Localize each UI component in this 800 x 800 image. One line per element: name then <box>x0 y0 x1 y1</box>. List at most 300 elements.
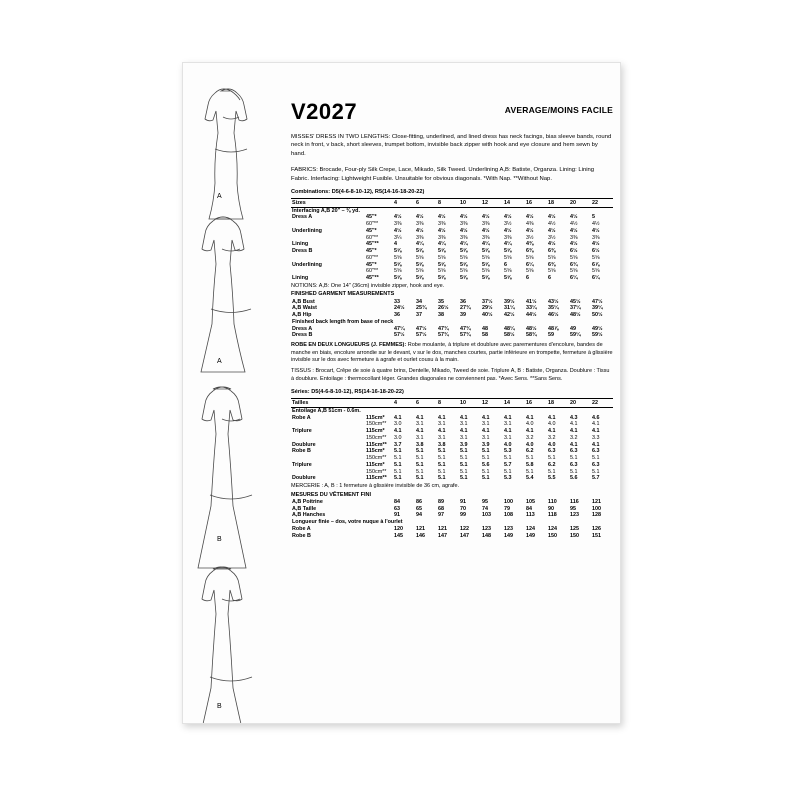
cell: 59¼ <box>570 332 581 339</box>
cell: 5.1 <box>482 475 490 482</box>
cell: 40½ <box>482 312 493 319</box>
fabrics-text: FABRICS: Brocade, Four-ply Silk Crepe, Lace, Mikado, Silk Tweed. Underlining A,B: Batiste, Organza. Lining: Lining Fabric. Interfacing: Lightweight Fusible. Unsuitable for obvious diagonals. *With Nap. **Without Nap. <box>291 167 595 182</box>
cell: 3.3 <box>592 434 600 441</box>
cell: 6 <box>504 261 507 268</box>
cell: 47½ <box>416 325 427 332</box>
cell: 94 <box>416 512 422 519</box>
cell: 4.1 <box>526 428 534 435</box>
cell: 3⅜ <box>438 221 446 228</box>
size-5: 14 <box>504 199 510 206</box>
cell: 4.1 <box>394 428 402 435</box>
cell: 58 <box>482 332 488 339</box>
illustration-label-a1: A <box>217 193 222 200</box>
cell: 150 <box>548 532 557 539</box>
row-width: 45"* <box>366 248 377 255</box>
cell: 4 <box>394 241 397 248</box>
cell: 5.1 <box>394 455 402 462</box>
cell: 5.1 <box>482 468 490 475</box>
cell: 5⅝ <box>394 275 402 282</box>
row-width: 45"** <box>366 241 379 248</box>
cell: 123 <box>482 525 491 532</box>
table-row <box>291 248 613 255</box>
row-width: 150cm** <box>366 455 387 462</box>
row-width <box>365 332 393 339</box>
size-2: 8 <box>438 199 441 206</box>
table-row <box>291 241 613 248</box>
table-row <box>291 421 613 428</box>
cell: 3⅜ <box>394 221 402 228</box>
cell: 5⅝ <box>394 268 402 275</box>
table-row <box>291 255 613 262</box>
cell: 5⅝ <box>438 254 446 261</box>
row-label <box>291 268 365 275</box>
row-width: 150cm** <box>366 468 387 475</box>
illustration-column <box>183 63 303 723</box>
cell: 105 <box>526 498 535 505</box>
cell: 3⅜ <box>592 234 600 241</box>
notions-text: NOTIONS: A,B: One 14" (36cm) invisible zipper, hook and eye. <box>291 282 445 289</box>
cell: 126 <box>592 525 601 532</box>
cell: 4½ <box>416 227 424 234</box>
row-width: 45"* <box>366 227 377 234</box>
cell: 37½ <box>482 298 493 305</box>
cell: 4.1 <box>460 428 468 435</box>
row-width <box>365 312 393 319</box>
illustration-label-b1: B <box>217 536 222 543</box>
cell: 4½ <box>460 214 468 221</box>
table-row <box>291 499 613 506</box>
cell: 6¾ <box>570 261 578 268</box>
cell: 4½ <box>504 214 512 221</box>
cell: 123 <box>570 512 579 519</box>
row-label <box>291 221 365 228</box>
cell: 5⅝ <box>460 248 468 255</box>
cell: 145 <box>394 532 403 539</box>
cell: 48½ <box>526 325 537 332</box>
cell: 121 <box>592 498 601 505</box>
row-width <box>365 305 393 312</box>
cell: 6⅜ <box>548 248 556 255</box>
table-row-tailles <box>291 400 613 407</box>
row-width: 60"** <box>366 268 379 275</box>
longueur-label: Longueur finie – dos, votre nuque à l'ourlet <box>292 519 403 526</box>
cell: 47¾ <box>438 325 449 332</box>
cell: 79 <box>504 505 510 512</box>
cell: 3⅜ <box>416 234 424 241</box>
row-label: Robe B <box>292 448 311 455</box>
fabric-rows-body <box>291 214 613 282</box>
cell: 5.6 <box>482 461 490 468</box>
cell: 5⅝ <box>592 254 600 261</box>
description-text: MISSES' DRESS IN TWO LENGTHS: Close-fitting, underlined, and lined dress has neck facings, bias sleeve bands, round neck in front, v back, short sleeves, trumpet bottom, invisible back zipper with hook and eye closure and hem sewn by hand. <box>291 134 612 157</box>
table-row <box>291 455 613 462</box>
cell: 5⅝ <box>394 248 402 255</box>
french-title: ROBE EN DEUX LONGUEURS (J. FEMMES): <box>291 342 407 349</box>
cell: 3⅜ <box>482 221 490 228</box>
cell: 57½ <box>416 332 427 339</box>
cell: 3.0 <box>394 434 402 441</box>
row-width: 115cm** <box>366 475 387 482</box>
cell: 5.1 <box>460 448 468 455</box>
cell: 4⅜ <box>526 221 534 228</box>
cell: 3½ <box>504 221 512 228</box>
cell: 3⅜ <box>460 221 468 228</box>
cell: 3⅜ <box>482 234 490 241</box>
text-column <box>291 99 613 539</box>
cell: 3.1 <box>438 434 446 441</box>
cell: 4.1 <box>504 414 512 421</box>
row-width: 60"** <box>366 254 379 261</box>
cell: 5⅝ <box>570 254 578 261</box>
table-row <box>291 506 613 513</box>
row-width: 115cm** <box>366 441 387 448</box>
cell: 146 <box>416 532 425 539</box>
row-width: 45"* <box>366 261 377 268</box>
cell: 6.3 <box>570 461 578 468</box>
cell: 6½ <box>592 248 600 255</box>
row-label <box>291 435 365 442</box>
row-width: 60"** <box>366 221 379 228</box>
cell: 3½ <box>526 234 534 241</box>
cell: 3.2 <box>548 434 556 441</box>
row-label: Robe A <box>292 525 311 532</box>
cell: 5.1 <box>570 468 578 475</box>
cell: 100 <box>592 505 601 512</box>
french-block <box>291 342 613 365</box>
cell: 5⅝ <box>416 248 424 255</box>
french-tissus: TISSUS : Brocart, Crêpe de soie à quatre brins, Dentelle, Mikado, Tweed de soie. Triplure A, B : Batiste, Organza. Doublure : Tissu à doublure. Entoilage : thermocollant léger. Grandes diagonales ne conviennent pas. *Avec Sens. **Sans Sens. <box>291 367 610 382</box>
cell: 4½ <box>570 241 578 248</box>
cell: 120 <box>394 525 403 532</box>
cell: 4½ <box>548 241 556 248</box>
cell: 5⅝ <box>482 275 490 282</box>
cell: 46½ <box>548 312 559 319</box>
table-row <box>291 262 613 269</box>
cell: 4.1 <box>548 428 556 435</box>
cell: 74 <box>482 505 488 512</box>
row-label: A,B Hanches <box>292 512 326 519</box>
cell: 63 <box>394 505 400 512</box>
row-label <box>291 469 365 476</box>
fr-size-1: 6 <box>416 400 419 407</box>
row-label: A,B Bust <box>292 298 315 305</box>
cell: 3¼ <box>394 234 402 241</box>
table-row-subheader <box>291 519 613 526</box>
table-row <box>291 228 613 235</box>
divider-top <box>291 198 613 199</box>
cell: 5⅝ <box>548 268 556 275</box>
cell: 58¾ <box>526 332 537 339</box>
cell: 26½ <box>438 305 449 312</box>
illustration-label-b2: B <box>217 703 222 710</box>
cell: 5.1 <box>460 461 468 468</box>
cell: 5.1 <box>438 475 446 482</box>
cell: 99 <box>460 512 466 519</box>
cell: 5⅝ <box>394 254 402 261</box>
cell: 6¼ <box>526 261 534 268</box>
cell: 4½ <box>438 214 446 221</box>
table-row <box>291 415 613 422</box>
cell: 116 <box>570 498 579 505</box>
cell: 4¼ <box>438 241 446 248</box>
row-width <box>365 533 393 540</box>
cell: 4½ <box>438 227 446 234</box>
cell: 5⅝ <box>416 254 424 261</box>
cell: 5⅝ <box>526 254 534 261</box>
cell: 84 <box>526 505 532 512</box>
cell: 5⅝ <box>482 261 490 268</box>
cell: 24½ <box>394 305 405 312</box>
cell: 4¼ <box>482 241 490 248</box>
row-width <box>365 526 393 533</box>
cell: 65 <box>416 505 422 512</box>
row-label: Dress A <box>292 325 313 332</box>
table-row <box>291 442 613 449</box>
cell: 3⅜ <box>570 234 578 241</box>
cell: 5.1 <box>438 448 446 455</box>
cell: 4.1 <box>570 428 578 435</box>
cell: 3.1 <box>416 421 424 428</box>
pattern-envelope-back <box>182 62 621 724</box>
cell: 128 <box>592 512 601 519</box>
cell: 91 <box>394 512 400 519</box>
cell: 5⅝ <box>416 275 424 282</box>
cell: 33¼ <box>526 305 537 312</box>
cell: 5.1 <box>482 448 490 455</box>
cell: 5.3 <box>504 475 512 482</box>
dress-illustrations <box>183 63 303 723</box>
cell: 89 <box>438 498 444 505</box>
cell: 108 <box>504 512 513 519</box>
divider-fr <box>291 398 613 399</box>
cell: 6 <box>526 275 529 282</box>
mesures-header: MESURES DU VÊTEMENT FINI <box>291 491 372 498</box>
cell: 5⅝ <box>438 275 446 282</box>
cell: 5.3 <box>504 448 512 455</box>
cell: 48⅞ <box>548 325 559 332</box>
row-label: Robe B <box>292 532 311 539</box>
cell: 5.1 <box>548 455 556 462</box>
cell: 59½ <box>592 332 603 339</box>
row-width: 150cm** <box>366 421 387 428</box>
cell: 70 <box>460 505 466 512</box>
cell: 125 <box>570 525 579 532</box>
row-label: Underlining <box>292 261 322 268</box>
table-row <box>291 214 613 221</box>
cell: 86 <box>416 498 422 505</box>
table-row <box>291 526 613 533</box>
table-row-interfacing <box>291 207 613 214</box>
cell: 35¼ <box>548 305 559 312</box>
cell: 4.1 <box>438 414 446 421</box>
cell: 3.1 <box>504 434 512 441</box>
cell: 3.8 <box>438 441 446 448</box>
cell: 6.3 <box>548 448 556 455</box>
finished-back-label: Finished back length from base of neck <box>292 318 394 325</box>
cell: 3.1 <box>438 421 446 428</box>
cell: 110 <box>548 498 557 505</box>
size-6: 16 <box>526 199 532 206</box>
cell: 4½ <box>394 214 402 221</box>
combinations-label: Combinations: D5(4-6-8-10-12), R5(14-16-18-20-22) <box>291 188 425 195</box>
cell: 5.1 <box>416 461 424 468</box>
cell: 3.1 <box>504 421 512 428</box>
cell: 43½ <box>548 298 559 305</box>
mercerie-text: MERCERIE : A, B : 1 fermeture à glissière invisible de 36 cm, agrafe. <box>291 483 460 490</box>
table-row <box>291 332 613 339</box>
cell: 6⅜ <box>526 248 534 255</box>
cell: 4.0 <box>548 441 556 448</box>
cell: 33 <box>394 298 400 305</box>
cell: 91 <box>460 498 466 505</box>
cell: 6¼ <box>592 275 600 282</box>
table-row <box>291 462 613 469</box>
cell: 6.2 <box>526 448 534 455</box>
cell: 4.1 <box>570 421 578 428</box>
illustration-label-a2: A <box>217 358 222 365</box>
cell: 45½ <box>570 298 581 305</box>
cell: 5⅝ <box>460 275 468 282</box>
cell: 4.0 <box>504 441 512 448</box>
row-label: Dress B <box>292 248 313 255</box>
cell: 5.1 <box>394 468 402 475</box>
cell: 5⅝ <box>438 248 446 255</box>
cell: 44½ <box>526 312 537 319</box>
cell: 5⅝ <box>460 254 468 261</box>
cell: 4.1 <box>570 441 578 448</box>
cell: 49½ <box>592 325 603 332</box>
cell: 5.1 <box>460 475 468 482</box>
cell: 5⅝ <box>592 268 600 275</box>
cell: 5.1 <box>504 455 512 462</box>
row-width <box>365 512 393 519</box>
table-row <box>291 312 613 319</box>
row-label <box>291 255 365 262</box>
table-row <box>291 448 613 455</box>
table-row <box>291 469 613 476</box>
fr-size-6: 16 <box>526 400 532 407</box>
cell: 5.1 <box>416 475 424 482</box>
cell: 4½ <box>526 227 534 234</box>
row-label: Lining <box>292 275 309 282</box>
row-label: A,B Poitrine <box>292 498 323 505</box>
cell: 5.7 <box>504 461 512 468</box>
cell: 5.1 <box>460 468 468 475</box>
cell: 4.3 <box>570 414 578 421</box>
cell: 5.1 <box>592 455 600 462</box>
cell: 4.1 <box>394 414 402 421</box>
cell: 124 <box>548 525 557 532</box>
cell: 5.1 <box>394 448 402 455</box>
fr-size-5: 14 <box>504 400 510 407</box>
cell: 5⅝ <box>482 268 490 275</box>
cell: 5.1 <box>416 468 424 475</box>
cell: 5.1 <box>526 468 534 475</box>
cell: 3.9 <box>482 441 490 448</box>
cell: 37¼ <box>570 305 581 312</box>
row-label <box>291 235 365 242</box>
cell: 148 <box>482 532 491 539</box>
cell: 3.0 <box>394 421 402 428</box>
cell: 4½ <box>570 214 578 221</box>
row-label: Dress A <box>292 214 313 221</box>
cell: 5.1 <box>570 455 578 462</box>
row-label: Dress B <box>292 332 313 339</box>
cell: 4.1 <box>592 421 600 428</box>
table-row-sizes <box>291 200 613 207</box>
cell: 36 <box>394 312 400 319</box>
cell: 97 <box>438 512 444 519</box>
cell: 6½ <box>570 248 578 255</box>
cell: 4½ <box>482 227 490 234</box>
cell: 5⅝ <box>570 268 578 275</box>
cell: 39½ <box>504 298 515 305</box>
fr-size-0: 4 <box>394 400 397 407</box>
cell: 5.1 <box>460 455 468 462</box>
table-row-subheader <box>291 319 613 326</box>
cell: 4.6 <box>592 414 600 421</box>
cell: 95 <box>482 498 488 505</box>
cell: 6.3 <box>592 461 600 468</box>
cell: 37 <box>416 312 422 319</box>
row-width: 115cm* <box>366 448 385 455</box>
finished-measurements-table <box>291 299 613 340</box>
cell: 3.1 <box>416 434 424 441</box>
cell: 5.1 <box>504 468 512 475</box>
cell: 4½ <box>548 227 556 234</box>
row-label: Triplure <box>292 461 312 468</box>
row-label: Underlining <box>292 227 322 234</box>
row-width <box>365 299 393 306</box>
cell: 4.0 <box>526 421 534 428</box>
table-row <box>291 235 613 242</box>
cell: 68 <box>438 505 444 512</box>
cell: 3⅜ <box>460 234 468 241</box>
cell: 4½ <box>504 227 512 234</box>
cell: 6⅜ <box>548 261 556 268</box>
cell: 5⅝ <box>548 254 556 261</box>
cell: 4½ <box>548 221 556 228</box>
cell: 118 <box>548 512 557 519</box>
cell: 113 <box>526 512 535 519</box>
entoilage-line: Entoilage A,B 51cm - 0.6m. <box>291 407 613 414</box>
size-7: 18 <box>548 199 554 206</box>
imperial-yardage-table <box>291 200 613 282</box>
cell: 5⅝ <box>394 261 402 268</box>
cell: 27¾ <box>460 305 471 312</box>
cell: 6.3 <box>570 448 578 455</box>
difficulty-label: AVERAGE/MOINS FACILE <box>504 105 613 115</box>
cell: 3½ <box>548 234 556 241</box>
table-row <box>291 475 613 482</box>
cell: 47½ <box>592 298 603 305</box>
size-0: 4 <box>394 199 397 206</box>
cell: 3.1 <box>482 434 490 441</box>
cell: 39 <box>460 312 466 319</box>
cell: 35 <box>438 298 444 305</box>
cell: 4½ <box>482 214 490 221</box>
cell: 150 <box>570 532 579 539</box>
cell: 122 <box>460 525 469 532</box>
cell: 4.1 <box>548 414 556 421</box>
fr-size-3: 10 <box>460 400 466 407</box>
cell: 5.1 <box>592 468 600 475</box>
row-width <box>365 499 393 506</box>
table-row <box>291 512 613 519</box>
row-width: 60"** <box>366 234 379 241</box>
size-1: 6 <box>416 199 419 206</box>
cell: 3⅜ <box>416 221 424 228</box>
